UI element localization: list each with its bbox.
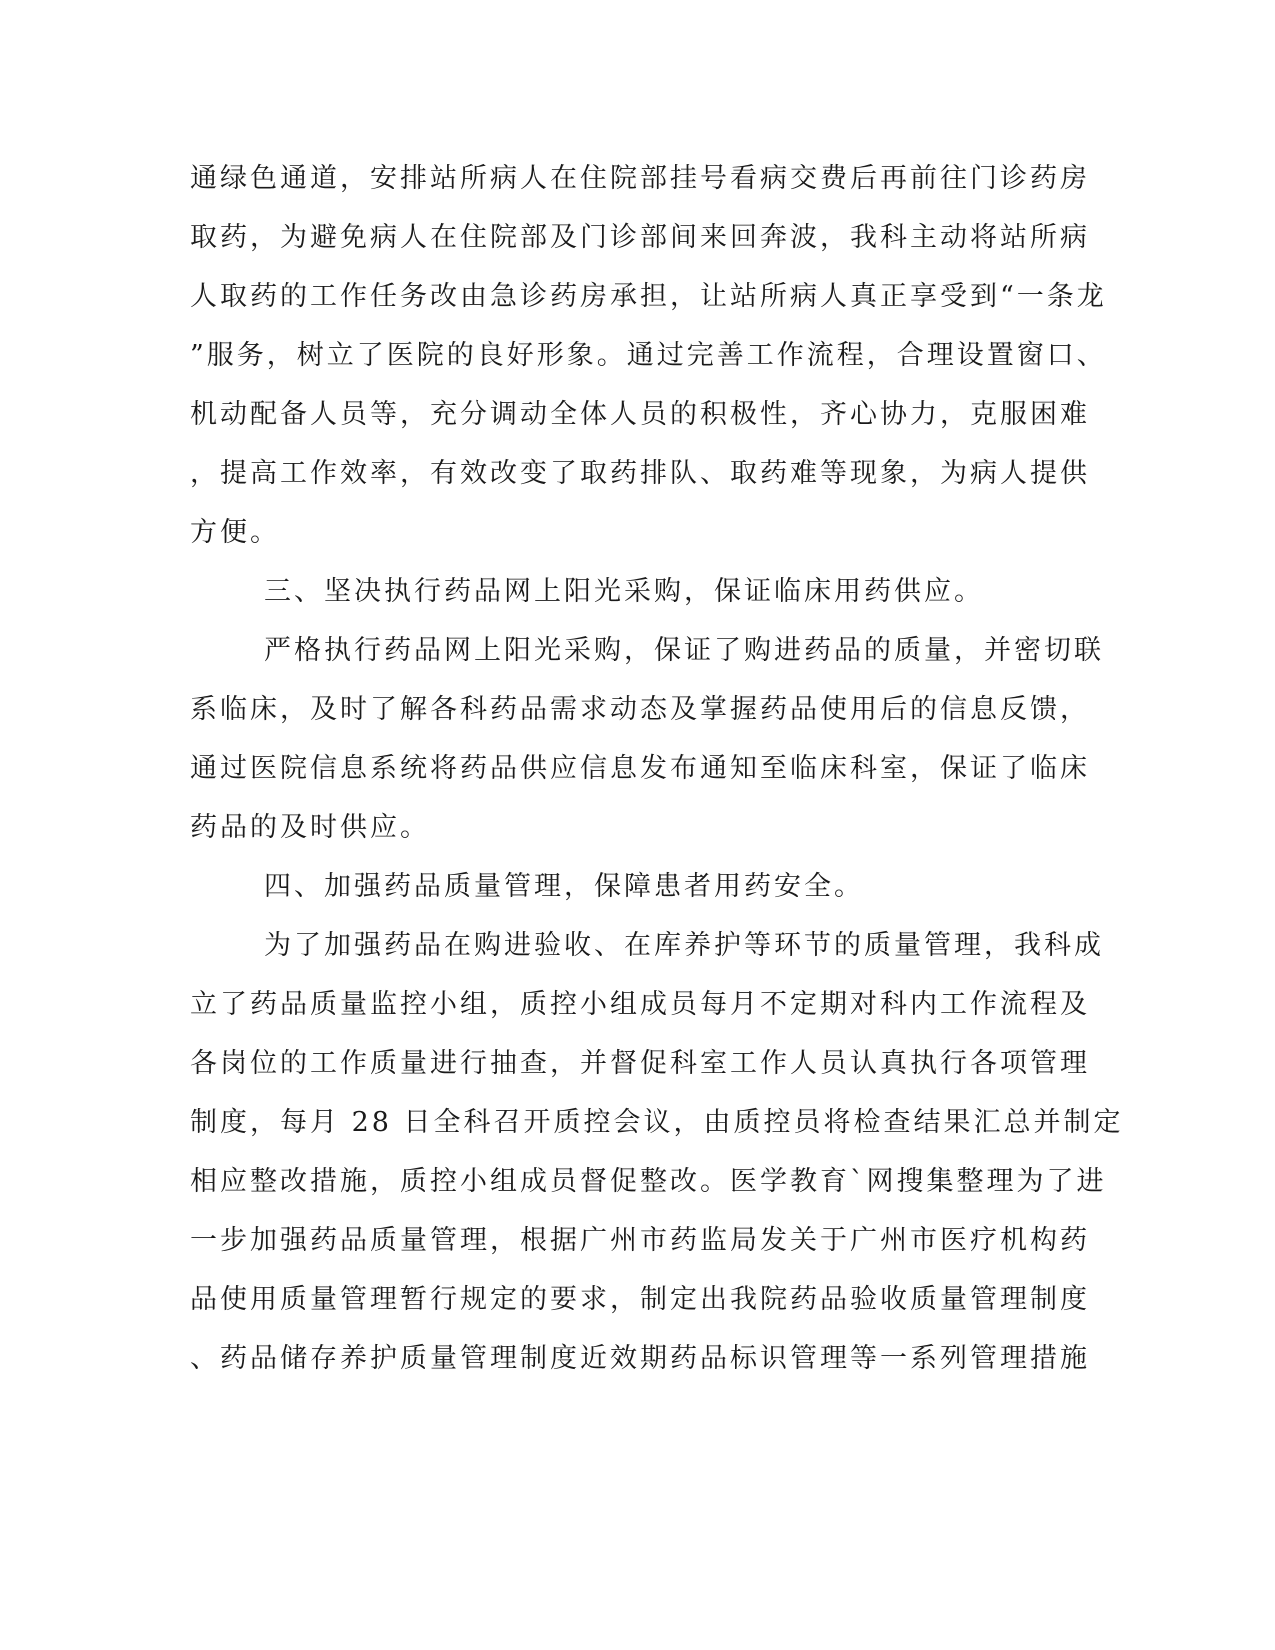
text-line: 严格执行药品网上阳光采购，保证了购进药品的质量，并密切联 <box>264 635 1104 666</box>
text-line: 通过医院信息系统将药品供应信息发布通知至临床科室，保证了临床 <box>190 753 1090 784</box>
section-heading: 三、坚决执行药品网上阳光采购，保证临床用药供应。 <box>264 576 984 607</box>
text-line: 取药，为避免病人在住院部及门诊部间来回奔波，我科主动将站所病 <box>190 222 1090 253</box>
text-line: 一步加强药品质量管理，根据广州市药监局发关于广州市医疗机构药 <box>190 1225 1090 1256</box>
text-line: 方便。 <box>190 517 280 548</box>
text-line: ，提高工作效率，有效改变了取药排队、取药难等现象，为病人提供 <box>190 458 1090 489</box>
text-line: 相应整改措施，质控小组成员督促整改。医学教育`网搜集整理为了进 <box>190 1166 1107 1197</box>
text-line: 通绿色通道，安排站所病人在住院部挂号看病交费后再前往门诊药房 <box>190 163 1090 194</box>
text-line: ”服务，树立了医院的良好形象。通过完善工作流程，合理设置窗口、 <box>190 340 1107 371</box>
text-line: 为了加强药品在购进验收、在库养护等环节的质量管理，我科成 <box>264 930 1104 961</box>
text-line: 人取药的工作任务改由急诊药房承担，让站所病人真正享受到“一条龙 <box>190 281 1107 312</box>
section-heading: 四、加强药品质量管理，保障患者用药安全。 <box>264 871 864 902</box>
text-line: 药品的及时供应。 <box>190 812 430 843</box>
text-line: 制度，每月 28 日全科召开质控会议，由质控员将检查结果汇总并制定 <box>190 1107 1124 1138</box>
text-line: 立了药品质量监控小组，质控小组成员每月不定期对科内工作流程及 <box>190 989 1090 1020</box>
text-line: 、药品储存养护质量管理制度近效期药品标识管理等一系列管理措施 <box>190 1343 1090 1374</box>
text-line: 系临床，及时了解各科药品需求动态及掌握药品使用后的信息反馈， <box>190 694 1090 725</box>
text-line: 机动配备人员等，充分调动全体人员的积极性，齐心协力，克服困难 <box>190 399 1090 430</box>
text-line: 各岗位的工作质量进行抽查，并督促科室工作人员认真执行各项管理 <box>190 1048 1090 1079</box>
text-line: 品使用质量管理暂行规定的要求，制定出我院药品验收质量管理制度 <box>190 1284 1090 1315</box>
